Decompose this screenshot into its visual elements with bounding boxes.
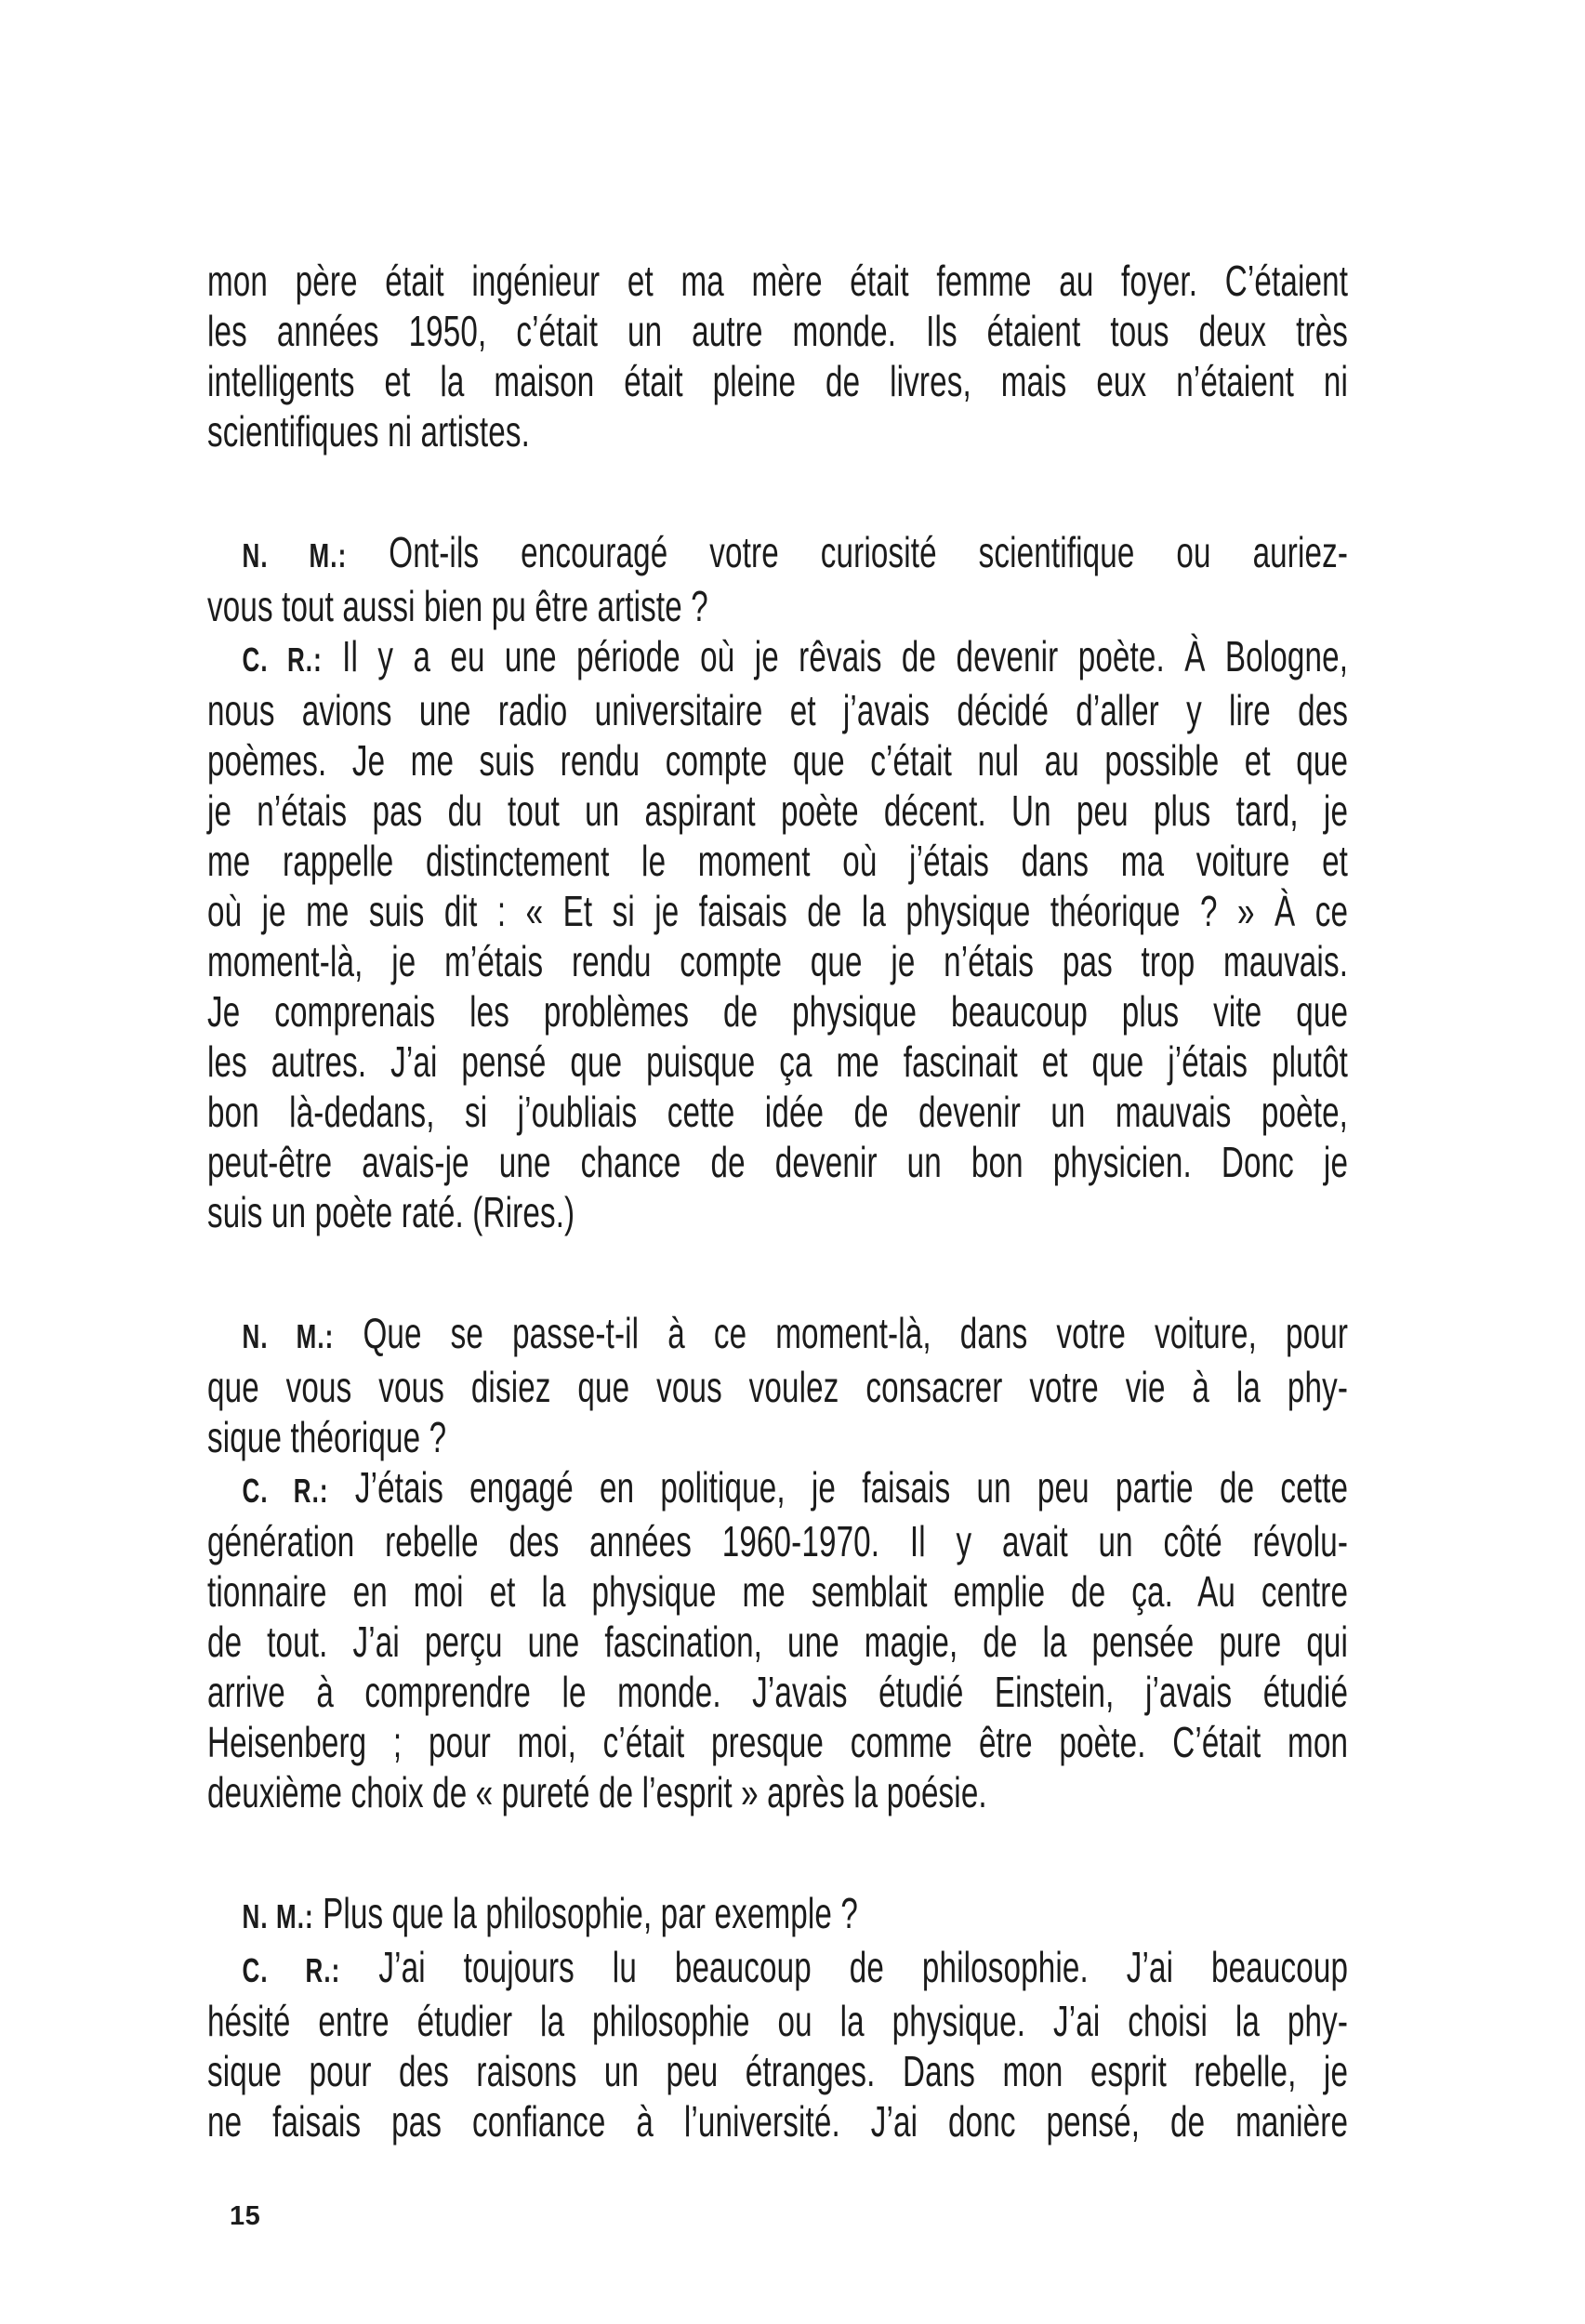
text-line: N. M.: Plus que la philosophie, par exemple ?: [242, 1889, 858, 1937]
paragraph: [207, 1888, 1348, 1942]
text-line: vous tout aussi bien pu être artiste ?: [207, 582, 708, 630]
text-line: me rappelle distinctement le moment où j’étais dans ma voiture et: [207, 837, 1349, 885]
speaker-label: C. R.:: [242, 640, 323, 679]
text-line: moment-là, je m’étais rendu compte que je n’étais pas trop mauvais.: [207, 937, 1349, 985]
page-text: [207, 256, 1348, 2146]
paragraph: [207, 631, 1348, 1237]
text-line: mon père était ingénieur et ma mère était femme au foyer. C’étaient: [207, 257, 1349, 305]
text-line: N. M.: Ont-ils encouragé votre curiosité scientifique ou auriez-: [242, 528, 1349, 576]
paragraph: [207, 1308, 1348, 1462]
text-line: Je comprenais les problèmes de physique beaucoup plus vite que: [207, 987, 1349, 1036]
text-line: C. R.: Il y a eu une période où je rêvais de devenir poète. À Bologne,: [242, 632, 1349, 680]
text-line: suis un poète raté. (Rires.): [207, 1188, 575, 1236]
speaker-label: C. R.:: [242, 1951, 341, 1989]
text-line: C. R.: J’ai toujours lu beaucoup de philosophie. J’ai beaucoup: [242, 1943, 1349, 1991]
text-line: je n’étais pas du tout un aspirant poète décent. Un peu plus tard, je: [207, 786, 1349, 835]
paragraph: [207, 1462, 1348, 1817]
text-line: Heisenberg ; pour moi, c’était presque comme être poète. C’était mon: [207, 1718, 1349, 1766]
text-line: où je me suis dit : « Et si je faisais de la physique théorique ? » À ce: [207, 887, 1349, 935]
paragraph: [207, 1942, 1348, 2146]
paragraph: [207, 256, 1348, 456]
text-line: scientifiques ni artistes.: [207, 407, 531, 456]
text-line: ne faisais pas confiance à l’université. J’ai donc pensé, de manière: [207, 2097, 1349, 2146]
text-line: poèmes. Je me suis rendu compte que c’était nul au possible et que: [207, 736, 1349, 785]
text-line: bon là-dedans, si j’oubliais cette idée de devenir un mauvais poète,: [207, 1088, 1349, 1136]
text-line: tionnaire en moi et la physique me semblait emplie de ça. Au centre: [207, 1567, 1349, 1616]
speaker-label: N. M.:: [242, 536, 348, 574]
text-line: arrive à comprendre le monde. J’avais étudié Einstein, j’avais étudié: [207, 1668, 1349, 1716]
text-line: N. M.: Que se passe-t-il à ce moment-là, dans votre voiture, pour: [242, 1309, 1349, 1357]
text-line: de tout. J’ai perçu une fascination, une magie, de la pensée pure qui: [207, 1618, 1349, 1666]
text-line: deuxième choix de « pureté de l’esprit » après la poésie.: [207, 1768, 987, 1816]
speaker-label: C. R.:: [242, 1472, 329, 1510]
speaker-label: N. M.:: [242, 1317, 335, 1355]
text-line: que vous vous disiez que vous voulez consacrer votre vie à la phy-: [207, 1363, 1349, 1411]
text-line: sique pour des raisons un peu étranges. Dans mon esprit rebelle, je: [207, 2047, 1349, 2095]
speaker-label: N. M.:: [242, 1897, 314, 1935]
text-line: intelligents et la maison était pleine de livres, mais eux n’étaient ni: [207, 357, 1349, 405]
paragraph: [207, 527, 1348, 631]
text-line: génération rebelle des années 1960-1970. Il y avait un côté révolu-: [207, 1517, 1349, 1565]
text-line: les années 1950, c’était un autre monde. Ils étaient tous deux très: [207, 307, 1349, 355]
page-number: 15: [230, 2201, 261, 2231]
text-line: les autres. J’ai pensé que puisque ça me fascinait et que j’étais plutôt: [207, 1037, 1349, 1086]
text-line: sique théorique ?: [207, 1413, 447, 1461]
text-line: hésité entre étudier la philosophie ou la physique. J’ai choisi la phy-: [207, 1997, 1349, 2045]
text-line: C. R.: J’étais engagé en politique, je faisais un peu partie de cette: [242, 1463, 1349, 1512]
text-line: nous avions une radio universitaire et j’avais décidé d’aller y lire des: [207, 686, 1349, 734]
text-line: peut-être avais-je une chance de devenir un bon physicien. Donc je: [207, 1138, 1349, 1186]
